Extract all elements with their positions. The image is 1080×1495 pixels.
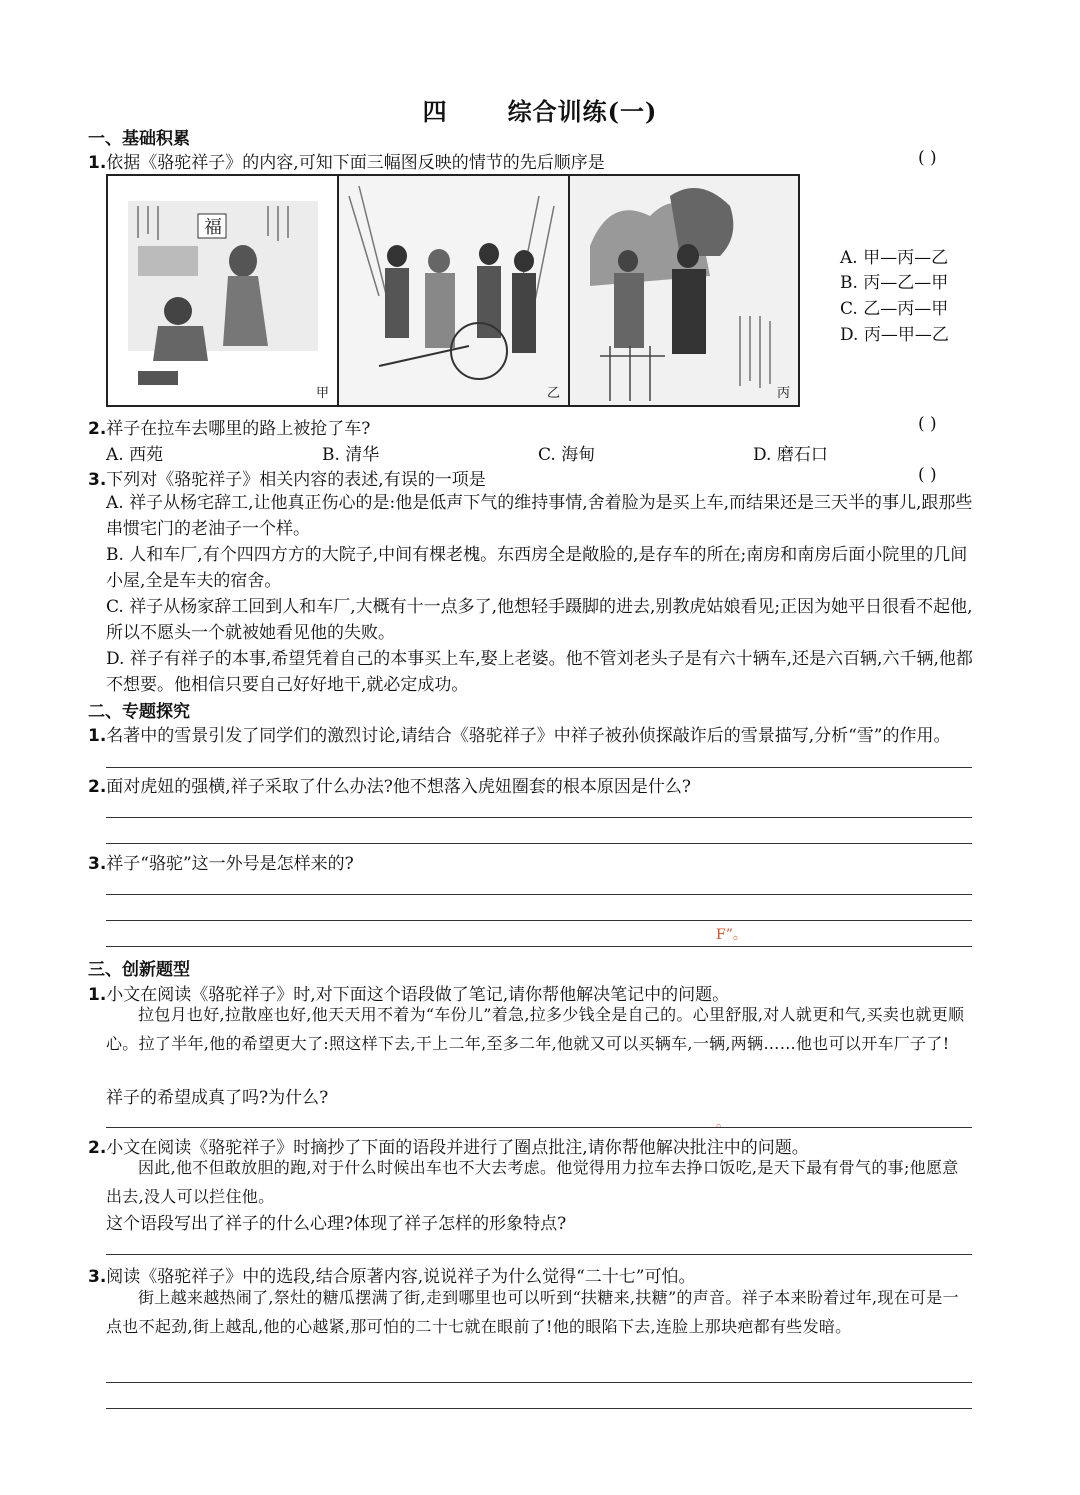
option-3-b[interactable]: B. 人和车厂,有个四四方方的大院子,中间有棵老槐。东西房全是敞脸的,是存车的所在;南房和南房后面小院里的几间小屋,全是车夫的宿舍。 [106, 545, 968, 591]
option-1-a[interactable]: A. 甲—丙—乙 [840, 248, 949, 268]
section-heading-1: 一、基础积累 [88, 129, 190, 149]
figure-yi [339, 176, 570, 405]
passage-3-1: 拉包月也好,拉散座也好,他天天用不着为“车份儿”着急,拉多少钱全是自己的。心里舒服,对人就更和气,买卖也就更顺心。拉了半年,他的希望更大了:照这样下去,干上二年,至多二年,他就又可以买辆车,一辆,两辆……他也可以开车厂子了! [106, 1005, 965, 1053]
question-text: 小文在阅读《骆驼祥子》时,对下面这个语段做了笔记,请你帮他解决笔记中的问题。 [106, 985, 730, 1005]
question-text: 祥子在拉车去哪里的路上被抢了车? [106, 419, 371, 439]
answer-line[interactable] [106, 767, 972, 768]
stray-mark: F”。 [716, 927, 747, 943]
figure-label-jia: 甲 [315, 386, 329, 401]
option-1-d[interactable]: D. 丙—甲—乙 [840, 325, 949, 345]
page-title [0, 92, 1080, 127]
prompt-3-2: 这个语段写出了祥子的什么心理?体现了祥子怎样的形象特点? [106, 1214, 567, 1234]
question-number: 1. [88, 985, 107, 1005]
question-number: 1. [88, 726, 107, 746]
figure-bing [570, 176, 798, 405]
question-text: 下列对《骆驼祥子》相关内容的表述,有误的一项是 [106, 470, 486, 490]
answer-line[interactable] [106, 894, 972, 895]
answer-blank[interactable]: ( ) [918, 465, 937, 485]
svg-text:福: 福 [204, 217, 222, 238]
question-text: 面对虎妞的强横,祥子采取了什么办法?他不想落入虎妞圈套的根本原因是什么? [106, 777, 691, 797]
answer-line[interactable] [106, 946, 972, 947]
answer-blank[interactable]: ( ) [918, 148, 937, 168]
figure-jia-drawing [108, 176, 337, 405]
answer-line[interactable] [106, 1254, 972, 1255]
title-number: 四 [422, 97, 448, 126]
option-1-c[interactable]: C. 乙—丙—甲 [840, 299, 949, 319]
question-1-3 [88, 465, 486, 490]
section-heading-3: 三、创新题型 [88, 960, 190, 980]
option-3-a[interactable]: A. 祥子从杨宅辞工,让他真正伤心的是:他是低声下气的维持事情,舍着脸为是买上车,而结果还是三天半的事儿,跟那些串惯宅门的老油子一个样。 [106, 493, 973, 539]
question-text: 依据《骆驼祥子》的内容,可知下面三幅图反映的情节的先后顺序是 [106, 153, 605, 173]
option-3-d[interactable]: D. 祥子有祥子的本事,希望凭着自己的本事买上车,娶上老婆。他不管刘老头子是有六十辆车,还是六百辆,六千辆,他都不想要。他相信只要自己好好地干,就必定成功。 [106, 649, 973, 695]
answer-line[interactable] [106, 1408, 972, 1409]
question-text: 小文在阅读《骆驼祥子》时摘抄了下面的语段并进行了圈点批注,请你帮他解决批注中的问题。 [106, 1138, 809, 1158]
question-number: 3. [88, 1267, 107, 1287]
question-2-3 [88, 849, 354, 874]
figure-yi-drawing [339, 176, 568, 405]
stray-mark: 。 [716, 1115, 730, 1131]
question-number: 2. [88, 777, 107, 797]
answer-blank[interactable]: ( ) [918, 414, 937, 434]
illustration-panel [106, 174, 800, 407]
option-1-b[interactable]: B. 丙—乙—甲 [840, 273, 949, 293]
section-heading-2: 二、专题探究 [88, 702, 190, 722]
option-2-c[interactable]: C. 海甸 [538, 445, 596, 465]
question-number: 2. [88, 1138, 107, 1158]
question-number: 2. [88, 419, 107, 439]
answer-line[interactable] [106, 1127, 972, 1128]
answer-line[interactable] [106, 843, 972, 844]
question-text: 阅读《骆驼祥子》中的选段,结合原著内容,说说祥子为什么觉得“二十七”可怕。 [106, 1267, 696, 1287]
question-2-1 [88, 721, 950, 746]
question-text: 祥子“骆驼”这一外号是怎样来的? [106, 854, 354, 874]
title-text: 综合训练(一) [507, 97, 658, 126]
figure-label-yi: 乙 [546, 386, 560, 401]
question-1-1 [88, 148, 605, 173]
question-number: 3. [88, 470, 107, 490]
question-number: 3. [88, 854, 107, 874]
answer-line[interactable] [106, 817, 972, 818]
option-3-c[interactable]: C. 祥子从杨家辞工回到人和车厂,大概有十一点多了,他想轻手蹑脚的进去,别教虎姑娘看见;正因为她平日很看不起他,所以不愿头一个就被她看见他的失败。 [106, 597, 973, 643]
question-number: 1. [88, 153, 107, 173]
prompt-3-1: 祥子的希望成真了吗?为什么? [106, 1088, 329, 1108]
question-1-2 [88, 414, 370, 439]
passage-3-3: 街上越来越热闹了,祭灶的糖瓜摆满了街,走到哪里也可以听到“扶糖来,扶糖”的声音。祥子本来盼着过年,现在可是一点也不起劲,街上越乱,他的心越紧,那可怕的二十七就在眼前了!他的眼陷下去,连脸上那块疤都有些发暗。 [106, 1288, 959, 1336]
passage-3-2: 因此,他不但敢放胆的跑,对于什么时候出车也不大去考虑。他觉得用力拉车去挣口饭吃,是天下最有骨气的事;他愿意出去,没人可以拦住他。 [106, 1158, 959, 1206]
answer-line[interactable] [106, 1382, 972, 1383]
figure-bing-drawing [570, 176, 798, 405]
option-2-a[interactable]: A. 西苑 [106, 445, 164, 465]
option-2-d[interactable]: D. 磨石口 [753, 445, 828, 465]
option-2-b[interactable]: B. 清华 [322, 445, 380, 465]
question-2-2 [88, 772, 691, 797]
answer-line[interactable] [106, 920, 972, 921]
figure-jia [108, 176, 339, 405]
figure-label-bing: 丙 [776, 386, 790, 401]
question-text: 名著中的雪景引发了同学们的激烈讨论,请结合《骆驼祥子》中祥子被孙侦探敲诈后的雪景描写,分析“雪”的作用。 [106, 726, 951, 746]
